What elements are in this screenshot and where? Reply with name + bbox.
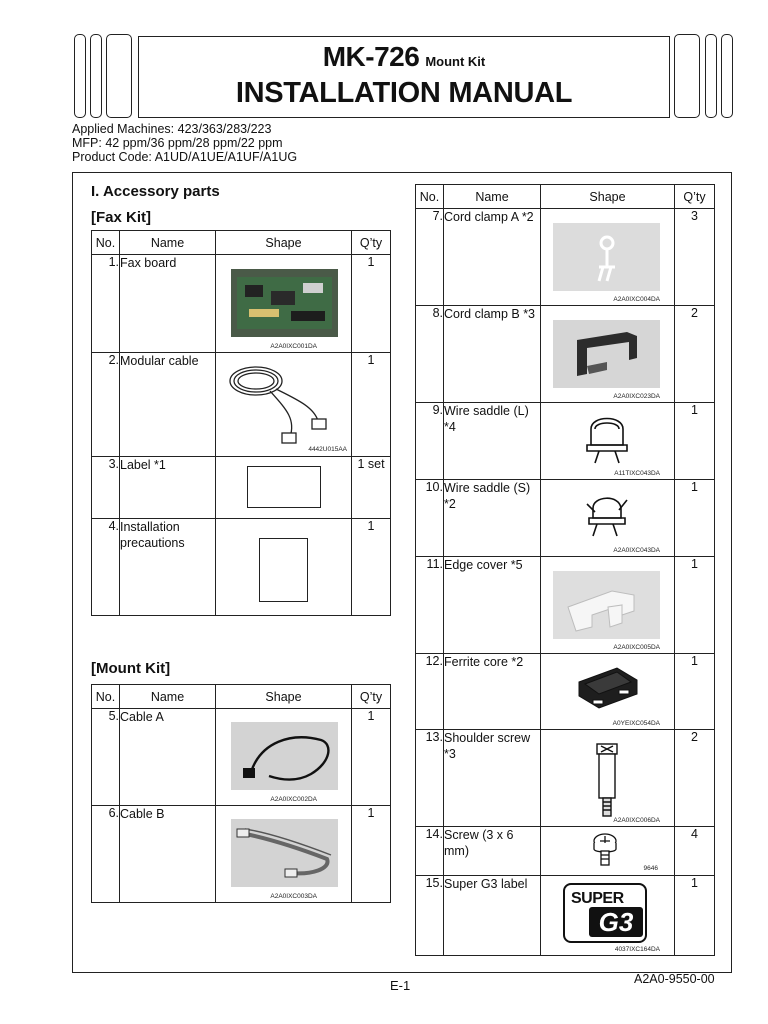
item-qty: 2 — [675, 730, 715, 827]
item-name: Cable A — [120, 709, 216, 806]
item-no: 6. — [92, 806, 120, 903]
model-suffix: Mount Kit — [425, 54, 486, 69]
col-name: Name — [120, 231, 216, 255]
header-bar-right-1 — [674, 34, 700, 118]
table-row — [416, 730, 715, 827]
item-no: 9. — [416, 403, 444, 480]
col-shape: Shape — [216, 231, 352, 255]
header-bar-left-2 — [90, 34, 102, 118]
manual-title: INSTALLATION MANUAL — [235, 77, 573, 109]
item-no: 8. — [416, 306, 444, 403]
item-shape — [541, 827, 675, 876]
cord-clamp-a-icon — [553, 223, 660, 291]
item-name: Fax board — [120, 255, 216, 353]
header-bar-left-1 — [74, 34, 86, 118]
item-name: Cord clamp A *2 — [444, 209, 541, 306]
table-header-row — [416, 185, 715, 209]
table-row — [416, 480, 715, 557]
edge-cover-icon — [553, 571, 660, 639]
item-no: 12. — [416, 654, 444, 730]
mount-kit-table — [91, 684, 391, 903]
item-no: 10. — [416, 480, 444, 557]
image-code: 9646 — [643, 865, 658, 872]
item-shape — [541, 557, 675, 654]
item-qty: 2 — [675, 306, 715, 403]
mfp-speeds: MFP: 42 ppm/36 ppm/28 ppm/22 ppm — [72, 136, 283, 150]
label-icon — [247, 466, 321, 508]
fax-kit-title: [Fax Kit] — [91, 209, 151, 226]
image-code: A11TIXC043DA — [614, 470, 660, 477]
document-code: A2A0-9550-00 — [634, 972, 715, 986]
item-shape — [541, 480, 675, 557]
fax-board-icon — [231, 269, 338, 337]
col-qty: Q’ty — [352, 685, 391, 709]
g3-logo-text: G3 — [589, 907, 643, 937]
item-name: Installation precautions — [120, 519, 216, 616]
section-title: I. Accessory parts — [91, 183, 220, 200]
table-row — [92, 519, 391, 616]
item-no: 13. — [416, 730, 444, 827]
image-code: 4037IXC164DA — [614, 946, 660, 953]
item-shape — [541, 730, 675, 827]
image-code: A2A0IXC005DA — [613, 644, 660, 651]
table-row — [92, 353, 391, 457]
table-row — [416, 557, 715, 654]
header-bar-right-2 — [705, 34, 717, 118]
table-row — [92, 709, 391, 806]
item-name: Cable B — [120, 806, 216, 903]
model-line — [139, 41, 669, 73]
image-code: 4442U015AA — [308, 446, 347, 453]
col-no: No. — [416, 185, 444, 209]
table-row — [416, 654, 715, 730]
item-shape — [216, 353, 352, 457]
mount-kit-title: [Mount Kit] — [91, 660, 171, 677]
col-qty: Q’ty — [352, 231, 391, 255]
col-no: No. — [92, 231, 120, 255]
ferrite-core-icon — [571, 660, 647, 716]
item-no: 11. — [416, 557, 444, 654]
item-qty: 1 — [352, 255, 391, 353]
item-no: 15. — [416, 876, 444, 956]
item-no: 1. — [92, 255, 120, 353]
item-name: Label *1 — [120, 457, 216, 519]
item-qty: 1 — [352, 806, 391, 903]
item-shape — [216, 457, 352, 519]
item-shape — [541, 654, 675, 730]
item-name: Shoulder screw *3 — [444, 730, 541, 827]
item-qty: 3 — [675, 209, 715, 306]
header-bar-left-3 — [106, 34, 132, 118]
image-code: A0YEIXC054DA — [612, 720, 660, 727]
header-bar-right-3 — [721, 34, 733, 118]
wire-saddle-s-icon — [579, 486, 637, 542]
item-no: 2. — [92, 353, 120, 457]
item-qty: 1 — [352, 353, 391, 457]
item-qty: 1 set — [352, 457, 391, 519]
col-name: Name — [444, 185, 541, 209]
applied-info — [72, 122, 297, 164]
document-icon — [259, 538, 308, 602]
item-no: 3. — [92, 457, 120, 519]
image-code: A2A0IXC043DA — [613, 547, 660, 554]
col-no: No. — [92, 685, 120, 709]
product-code: Product Code: A1UD/A1UE/A1UF/A1UG — [72, 150, 298, 164]
item-shape — [216, 255, 352, 353]
image-code: A2A0IXC004DA — [613, 296, 660, 303]
table-row — [416, 306, 715, 403]
item-name: Screw (3 x 6 mm) — [444, 827, 541, 876]
item-no: 7. — [416, 209, 444, 306]
item-no: 4. — [92, 519, 120, 616]
table-row — [416, 827, 715, 876]
item-name: Wire saddle (S) *2 — [444, 480, 541, 557]
cable-a-icon — [231, 722, 338, 790]
item-name: Modular cable — [120, 353, 216, 457]
shoulder-screw-icon — [585, 736, 629, 820]
table-row — [92, 457, 391, 519]
table-header-row — [92, 685, 391, 709]
title-box — [138, 36, 670, 118]
item-qty: 1 — [352, 519, 391, 616]
table-row — [416, 403, 715, 480]
image-code: A2A0IXC001DA — [270, 343, 317, 350]
modular-cable-icon — [226, 359, 342, 445]
image-code: A2A0IXC023DA — [613, 393, 660, 400]
item-qty: 1 — [675, 876, 715, 956]
col-shape: Shape — [216, 685, 352, 709]
image-code: A2A0IXC002DA — [270, 796, 317, 803]
item-qty: 1 — [352, 709, 391, 806]
item-shape — [216, 709, 352, 806]
accessory-parts-table-right — [415, 184, 715, 956]
table-row — [92, 255, 391, 353]
col-qty: Q’ty — [675, 185, 715, 209]
item-qty: 4 — [675, 827, 715, 876]
table-row — [416, 876, 715, 956]
table-header-row — [92, 231, 391, 255]
col-shape: Shape — [541, 185, 675, 209]
wire-saddle-l-icon — [579, 409, 637, 465]
item-qty: 1 — [675, 480, 715, 557]
super-g3-label-icon — [563, 883, 647, 943]
fax-kit-table — [91, 230, 391, 616]
table-row — [92, 806, 391, 903]
item-shape — [541, 306, 675, 403]
cord-clamp-b-icon — [553, 320, 660, 388]
item-shape — [216, 806, 352, 903]
item-qty: 1 — [675, 654, 715, 730]
model-number: MK-726 — [322, 41, 420, 72]
image-code: A2A0IXC006DA — [613, 817, 660, 824]
page-number: E-1 — [390, 978, 411, 993]
image-code: A2A0IXC003DA — [270, 893, 317, 900]
item-no: 14. — [416, 827, 444, 876]
col-name: Name — [120, 685, 216, 709]
item-no: 5. — [92, 709, 120, 806]
item-name: Edge cover *5 — [444, 557, 541, 654]
applied-machines: Applied Machines: 423/363/283/223 — [72, 122, 272, 136]
item-shape — [541, 209, 675, 306]
table-row — [416, 209, 715, 306]
item-name: Ferrite core *2 — [444, 654, 541, 730]
item-name: Wire saddle (L) *4 — [444, 403, 541, 480]
item-name: Super G3 label — [444, 876, 541, 956]
super-logo-text: SUPER — [571, 890, 624, 907]
cable-b-icon — [231, 819, 338, 887]
item-qty: 1 — [675, 557, 715, 654]
item-shape — [541, 876, 675, 956]
item-name: Cord clamp B *3 — [444, 306, 541, 403]
item-shape — [216, 519, 352, 616]
screw-icon — [589, 831, 621, 869]
item-shape — [541, 403, 675, 480]
item-qty: 1 — [675, 403, 715, 480]
